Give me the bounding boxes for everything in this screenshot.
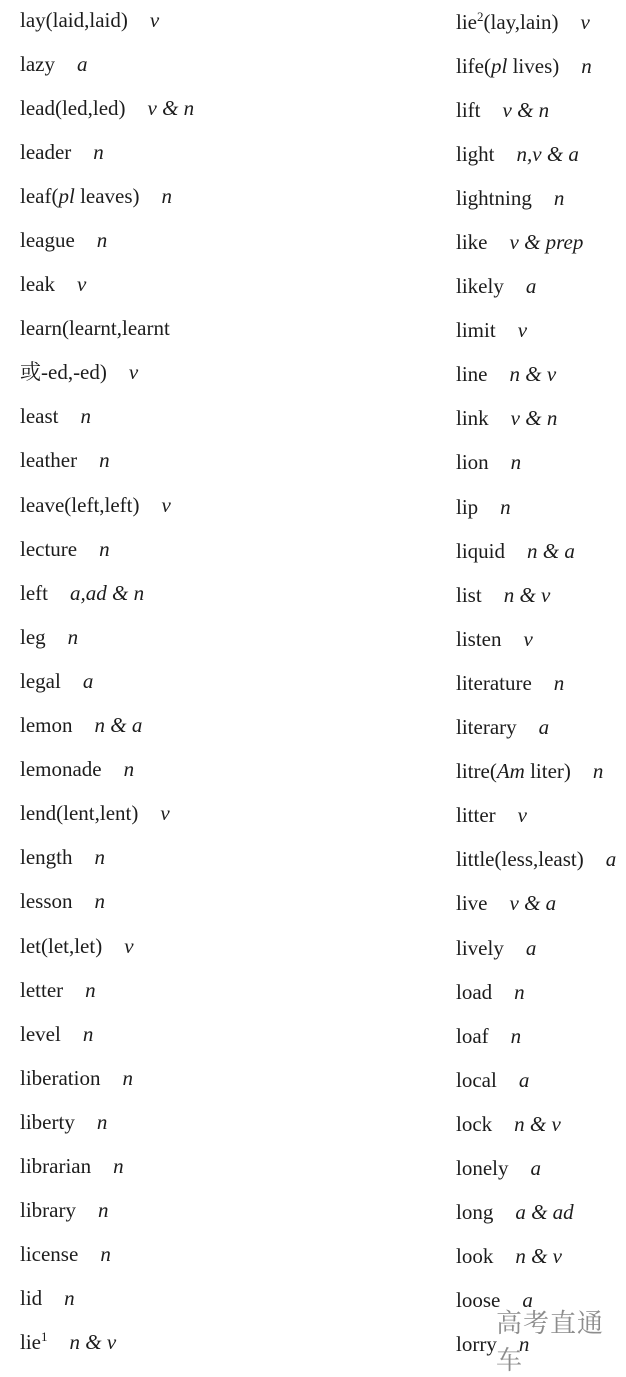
- word-entry-right-27: [456, 1191, 626, 1235]
- pos-label: n: [93, 139, 104, 164]
- pos-label: a: [82, 668, 94, 693]
- word-entry-right-18: [456, 794, 626, 838]
- word-entry-left-6: [20, 263, 440, 307]
- pos-label: v: [161, 492, 171, 517]
- word-text: letter: [20, 977, 64, 1002]
- pos-label: n & v: [69, 1330, 117, 1355]
- word-entry-left-18: [20, 792, 440, 836]
- pos-label: a: [525, 274, 537, 299]
- pos-label: a: [525, 935, 537, 960]
- pos-label: a & ad: [515, 1200, 574, 1225]
- pos-label: n: [100, 1242, 111, 1267]
- word-entry-right-5: [456, 220, 626, 264]
- word-entry-right-6: [456, 265, 626, 309]
- word-entry-left-26: [20, 1144, 440, 1188]
- pos-label: a: [522, 1288, 533, 1313]
- word-entry-right-13: [456, 573, 626, 617]
- word-text: leaf(pl leaves): [20, 183, 140, 208]
- word-text: lesson: [20, 889, 73, 914]
- word-text: litre(Am liter): [456, 759, 571, 784]
- word-text: loose: [456, 1288, 501, 1313]
- word-list-column-right: [456, 0, 626, 1367]
- word-text: librarian: [20, 1153, 92, 1178]
- pos-label: a: [605, 847, 617, 872]
- word-text: lift: [456, 97, 481, 122]
- word-text: liberation: [20, 1065, 101, 1090]
- word-entry-left-8: [20, 351, 440, 395]
- pos-label: n: [64, 1286, 75, 1311]
- word-entry-right-14: [456, 617, 626, 661]
- word-entry-left-13: [20, 571, 440, 615]
- word-entry-left-30: [20, 1321, 440, 1365]
- word-entry-left-17: [20, 748, 440, 792]
- word-text: leave(left,left): [20, 492, 140, 517]
- word-text: let(let,let): [20, 933, 103, 958]
- word-text: live: [456, 891, 488, 916]
- pos-label: a: [530, 1155, 541, 1180]
- word-entry-left-14: [20, 615, 440, 659]
- word-entry-right-22: [456, 970, 626, 1014]
- word-entry-left-25: [20, 1100, 440, 1144]
- word-text: liquid: [456, 538, 506, 563]
- word-text: lip: [456, 494, 479, 519]
- pos-label: n: [85, 977, 96, 1002]
- word-text: local: [456, 1067, 497, 1092]
- word-entry-right-20: [456, 882, 626, 926]
- pos-label: v: [76, 272, 87, 297]
- word-entry-left-28: [20, 1233, 440, 1277]
- word-text: level: [20, 1021, 61, 1046]
- word-text: long: [456, 1200, 494, 1225]
- word-text: literature: [456, 670, 532, 695]
- word-entry-right-16: [456, 706, 626, 750]
- word-text: left: [20, 580, 48, 605]
- word-text: little(less,least): [456, 847, 584, 872]
- word-text: legal: [20, 668, 61, 693]
- word-text: leader: [20, 139, 72, 164]
- pos-label: n: [113, 1153, 124, 1178]
- word-entry-right-3: [456, 132, 626, 176]
- pos-label: a: [518, 1067, 530, 1092]
- pos-label: n: [122, 1065, 133, 1090]
- word-text: lecture: [20, 536, 78, 561]
- word-text: length: [20, 845, 73, 870]
- word-entry-right-2: [456, 88, 626, 132]
- pos-label: n: [518, 1332, 530, 1357]
- word-entry-left-10: [20, 439, 440, 483]
- pos-label: n: [67, 624, 79, 649]
- word-text: lightning: [456, 185, 532, 210]
- pos-label: a,ad & n: [69, 580, 145, 605]
- word-text: lemonade: [20, 757, 102, 782]
- pos-label: n: [99, 448, 110, 473]
- pos-label: n & v: [503, 582, 551, 607]
- pos-label: v: [160, 801, 170, 826]
- word-entry-left-19: [20, 836, 440, 880]
- word-entry-right-4: [456, 176, 626, 220]
- pos-label: n,v & a: [516, 141, 579, 166]
- pos-label: v: [580, 9, 590, 34]
- word-entry-right-1: [456, 44, 626, 88]
- pos-label: n: [500, 494, 511, 519]
- word-entry-left-4: [20, 174, 440, 218]
- pos-label: n: [510, 1023, 522, 1048]
- word-text: like: [456, 230, 488, 255]
- pos-label: n & a: [94, 713, 143, 738]
- word-entry-right-28: [456, 1235, 626, 1279]
- pos-label: n: [94, 845, 105, 870]
- word-entry-left-16: [20, 704, 440, 748]
- word-entry-left-21: [20, 924, 440, 968]
- word-text: light: [456, 141, 495, 166]
- pos-label: n & v: [515, 1244, 562, 1269]
- word-entry-left-11: [20, 483, 440, 527]
- pos-label: n: [553, 185, 565, 210]
- word-entry-right-21: [456, 926, 626, 970]
- pos-label: n: [96, 228, 108, 253]
- word-text: lonely: [456, 1155, 509, 1180]
- word-text: literary: [456, 715, 517, 740]
- pos-label: v: [517, 803, 527, 828]
- word-text: lead(led,led): [20, 95, 126, 120]
- word-text: league: [20, 228, 75, 253]
- word-entry-left-20: [20, 880, 440, 924]
- pos-label: n: [581, 53, 592, 78]
- pos-label: n: [123, 757, 135, 782]
- word-entry-left-7: [20, 307, 440, 351]
- watermark: 高考直通车: [496, 1309, 605, 1376]
- word-entry-right-25: [456, 1102, 626, 1146]
- pos-label: n: [161, 183, 173, 208]
- pos-label: v: [124, 933, 134, 958]
- word-entry-left-0: [20, 0, 440, 42]
- pos-label: v & a: [509, 891, 557, 916]
- word-text: leg: [20, 624, 46, 649]
- word-text: lie$^2$(lay,lain): [456, 8, 559, 34]
- word-text: lay(laid,laid): [20, 7, 128, 32]
- word-entry-right-24: [456, 1058, 626, 1102]
- pos-label: n: [99, 536, 110, 561]
- word-entry-right-15: [456, 661, 626, 705]
- word-text: liberty: [20, 1109, 75, 1134]
- pos-label: v: [523, 626, 533, 651]
- pos-label: n & v: [514, 1111, 561, 1136]
- word-text: lie$^1$: [20, 1329, 48, 1355]
- word-entry-left-9: [20, 395, 440, 439]
- word-entry-right-9: [456, 397, 626, 441]
- word-text: lively: [456, 935, 504, 960]
- pos-label: v: [517, 318, 528, 343]
- pos-label: n & a: [527, 538, 575, 563]
- word-entry-right-19: [456, 838, 626, 882]
- word-entry-left-27: [20, 1189, 440, 1233]
- word-entry-right-29: [456, 1279, 626, 1323]
- pos-label: n: [514, 979, 525, 1004]
- word-entry-left-5: [20, 218, 440, 262]
- word-text: leak: [20, 272, 55, 297]
- pos-label: v & prep: [509, 230, 584, 255]
- pos-label: n: [553, 670, 565, 695]
- word-entry-right-26: [456, 1146, 626, 1190]
- pos-label: v & n: [502, 97, 550, 122]
- word-text: lend(lent,lent): [20, 801, 139, 826]
- word-text: link: [456, 406, 489, 431]
- word-text: 或-ed,-ed): [20, 360, 107, 385]
- pos-label: n: [96, 1109, 108, 1134]
- word-text: line: [456, 362, 488, 387]
- word-entry-right-11: [456, 485, 626, 529]
- word-entry-left-24: [20, 1056, 440, 1100]
- word-text: lid: [20, 1286, 43, 1311]
- word-text: learn(learnt,learnt: [20, 316, 170, 341]
- word-text: load: [456, 979, 493, 1004]
- word-entry-right-8: [456, 353, 626, 397]
- word-entry-left-1: [20, 42, 440, 86]
- word-entry-left-15: [20, 659, 440, 703]
- word-entry-right-30: [456, 1323, 626, 1367]
- word-text: lazy: [20, 51, 55, 76]
- word-text: lock: [456, 1111, 493, 1136]
- word-text: lion: [456, 450, 489, 475]
- word-text: litter: [456, 803, 496, 828]
- word-entry-right-7: [456, 309, 626, 353]
- pos-label: v & n: [147, 95, 195, 120]
- word-text: limit: [456, 318, 496, 343]
- pos-label: v & n: [510, 406, 558, 431]
- word-entry-right-23: [456, 1014, 626, 1058]
- pos-label: n: [80, 404, 91, 429]
- word-entry-right-17: [456, 750, 626, 794]
- pos-label: a: [76, 51, 88, 76]
- word-text: license: [20, 1242, 79, 1267]
- word-entry-left-23: [20, 1012, 440, 1056]
- word-text: life(pl lives): [456, 53, 560, 78]
- pos-label: n: [82, 1021, 94, 1046]
- word-text: likely: [456, 274, 504, 299]
- word-entry-right-12: [456, 529, 626, 573]
- word-entry-left-29: [20, 1277, 440, 1321]
- pos-label: n: [510, 450, 522, 475]
- pos-label: n: [97, 1198, 109, 1223]
- word-text: library: [20, 1198, 76, 1223]
- word-text: lemon: [20, 713, 73, 738]
- word-text: listen: [456, 626, 502, 651]
- pos-label: n & v: [509, 362, 557, 387]
- word-text: loaf: [456, 1023, 489, 1048]
- word-entry-left-22: [20, 968, 440, 1012]
- word-entry-left-2: [20, 86, 440, 130]
- word-text: look: [456, 1244, 494, 1269]
- word-text: least: [20, 404, 59, 429]
- pos-label: n: [94, 889, 105, 914]
- word-entry-left-3: [20, 130, 440, 174]
- pos-label: v: [128, 360, 139, 385]
- pos-label: v: [149, 7, 160, 32]
- word-text: list: [456, 582, 482, 607]
- word-text: lorry: [456, 1332, 497, 1357]
- pos-label: a: [538, 715, 550, 740]
- word-entry-right-10: [456, 441, 626, 485]
- word-list-column-left: [20, 0, 440, 1365]
- word-entry-right-0: [456, 0, 626, 44]
- word-entry-left-12: [20, 527, 440, 571]
- pos-label: n: [592, 759, 604, 784]
- word-text: leather: [20, 448, 78, 473]
